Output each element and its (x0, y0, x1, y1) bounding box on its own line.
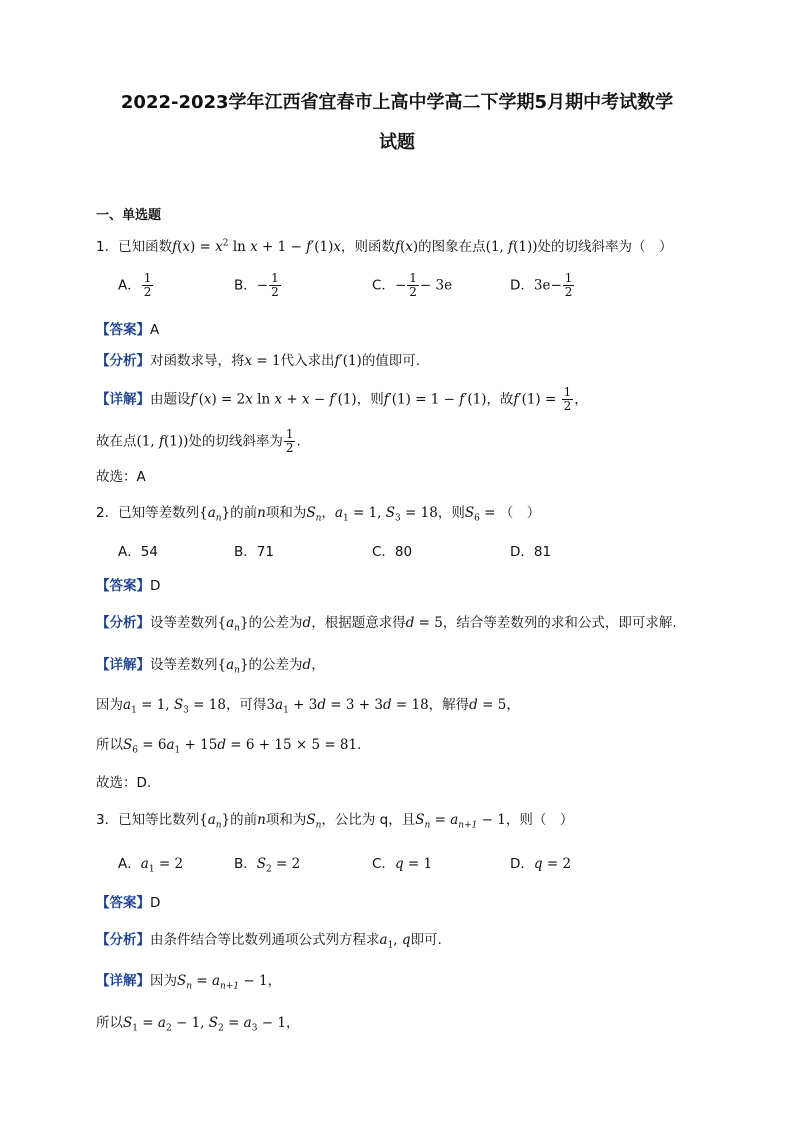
q2-conclusion: 故选：D. (96, 775, 152, 791)
q2-option-c: C．80 (372, 544, 413, 560)
q3-option-c: C．q = 1 (372, 856, 433, 872)
q3-option-a: A．$a_1 = 2$ (118, 856, 184, 875)
paper-title-line-1: 2022-2023学年江西省宜春市上高中学高二下学期5月期中考试数学 (120, 92, 674, 113)
q1-analysis: 【分析】对函数求导，将x = 1代入求出f′(1)的值即可. (96, 353, 421, 369)
q3-option-d: D．q = 2 (510, 856, 572, 872)
q1-detail: 【详解】由题设f′(x) = 2x ln x + x − f′(1)，则f′(1) = 1 − f′(1)，故f′(1) = $\frac{1}{2}$ ， (96, 385, 588, 413)
q1-answer: 【答案】A (96, 322, 160, 338)
q2-option-a: A．54 (118, 544, 158, 560)
q1-option-b: B．− $\frac{1}{2}$ (234, 271, 279, 299)
paper-title-line-2: 试题 (379, 132, 415, 153)
q1-option-c: C．− $\frac{1}{2}$ − 3e (372, 271, 453, 299)
q3-answer: 【答案】D (96, 895, 161, 911)
q2-detail-line-3: 所以$S_6 = 6a_1 + 15d = 6 + 15 \times 5 = 81$. (96, 737, 362, 756)
q3-detail: 【详解】因为$S_n = a_{n+1} - 1$， (96, 973, 282, 992)
q2-stem: 2．已知等差数列$\{a_n\}$的前n项和为$S_n$，$a_1 = 1$, $S_3 = 18$，则$S_6$ = （ ） (96, 505, 541, 524)
q2-answer: 【答案】D (96, 578, 161, 594)
q1-detail-line-2: 故在点(1, f(1))处的切线斜率为 $\frac{1}{2}$ . (96, 427, 301, 455)
q3-option-b: B．$S_2 = 2$ (234, 856, 301, 875)
q3-analysis: 【分析】由条件结合等比数列通项公式列方程求$a_1$, q即可. (96, 932, 442, 951)
q1-stem: 1．已知函数$f(x) = x^2$ ln x + 1 − f′(1)x，则函数f(x)的图象在点(1, f(1))处的切线斜率为（ ） (96, 238, 673, 255)
q2-option-d: D．81 (510, 544, 552, 560)
q2-option-b: B．71 (234, 544, 274, 560)
q1-option-d: D．3e− $\frac{1}{2}$ (510, 271, 573, 299)
q1-option-a: A． $\frac{1}{2}$ (118, 271, 152, 299)
q2-detail: 【详解】设等差数列$\{a_n\}$的公差为d， (96, 657, 325, 676)
q2-detail-line-2: 因为$a_1 = 1$, $S_3 = 18$，可得$3a_1 + 3d = 3 + 3d = 18$，解得d = 5， (96, 697, 520, 716)
q3-stem: 3．已知等比数列$\{a_n\}$的前n项和为$S_n$，公比为 q，且$S_n = a_{n+1} - 1$，则（ ） (96, 812, 574, 831)
q2-analysis: 【分析】设等差数列$\{a_n\}$的公差为d，根据题意求得d = 5，结合等差数列的求和公式，即可求解. (96, 615, 677, 634)
q3-detail-line-2: 所以$S_1 = a_2 - 1$, $S_2 = a_3 - 1$， (96, 1015, 300, 1034)
section-heading: 一、单选题 (96, 208, 162, 223)
q1-conclusion: 故选：A (96, 469, 146, 485)
